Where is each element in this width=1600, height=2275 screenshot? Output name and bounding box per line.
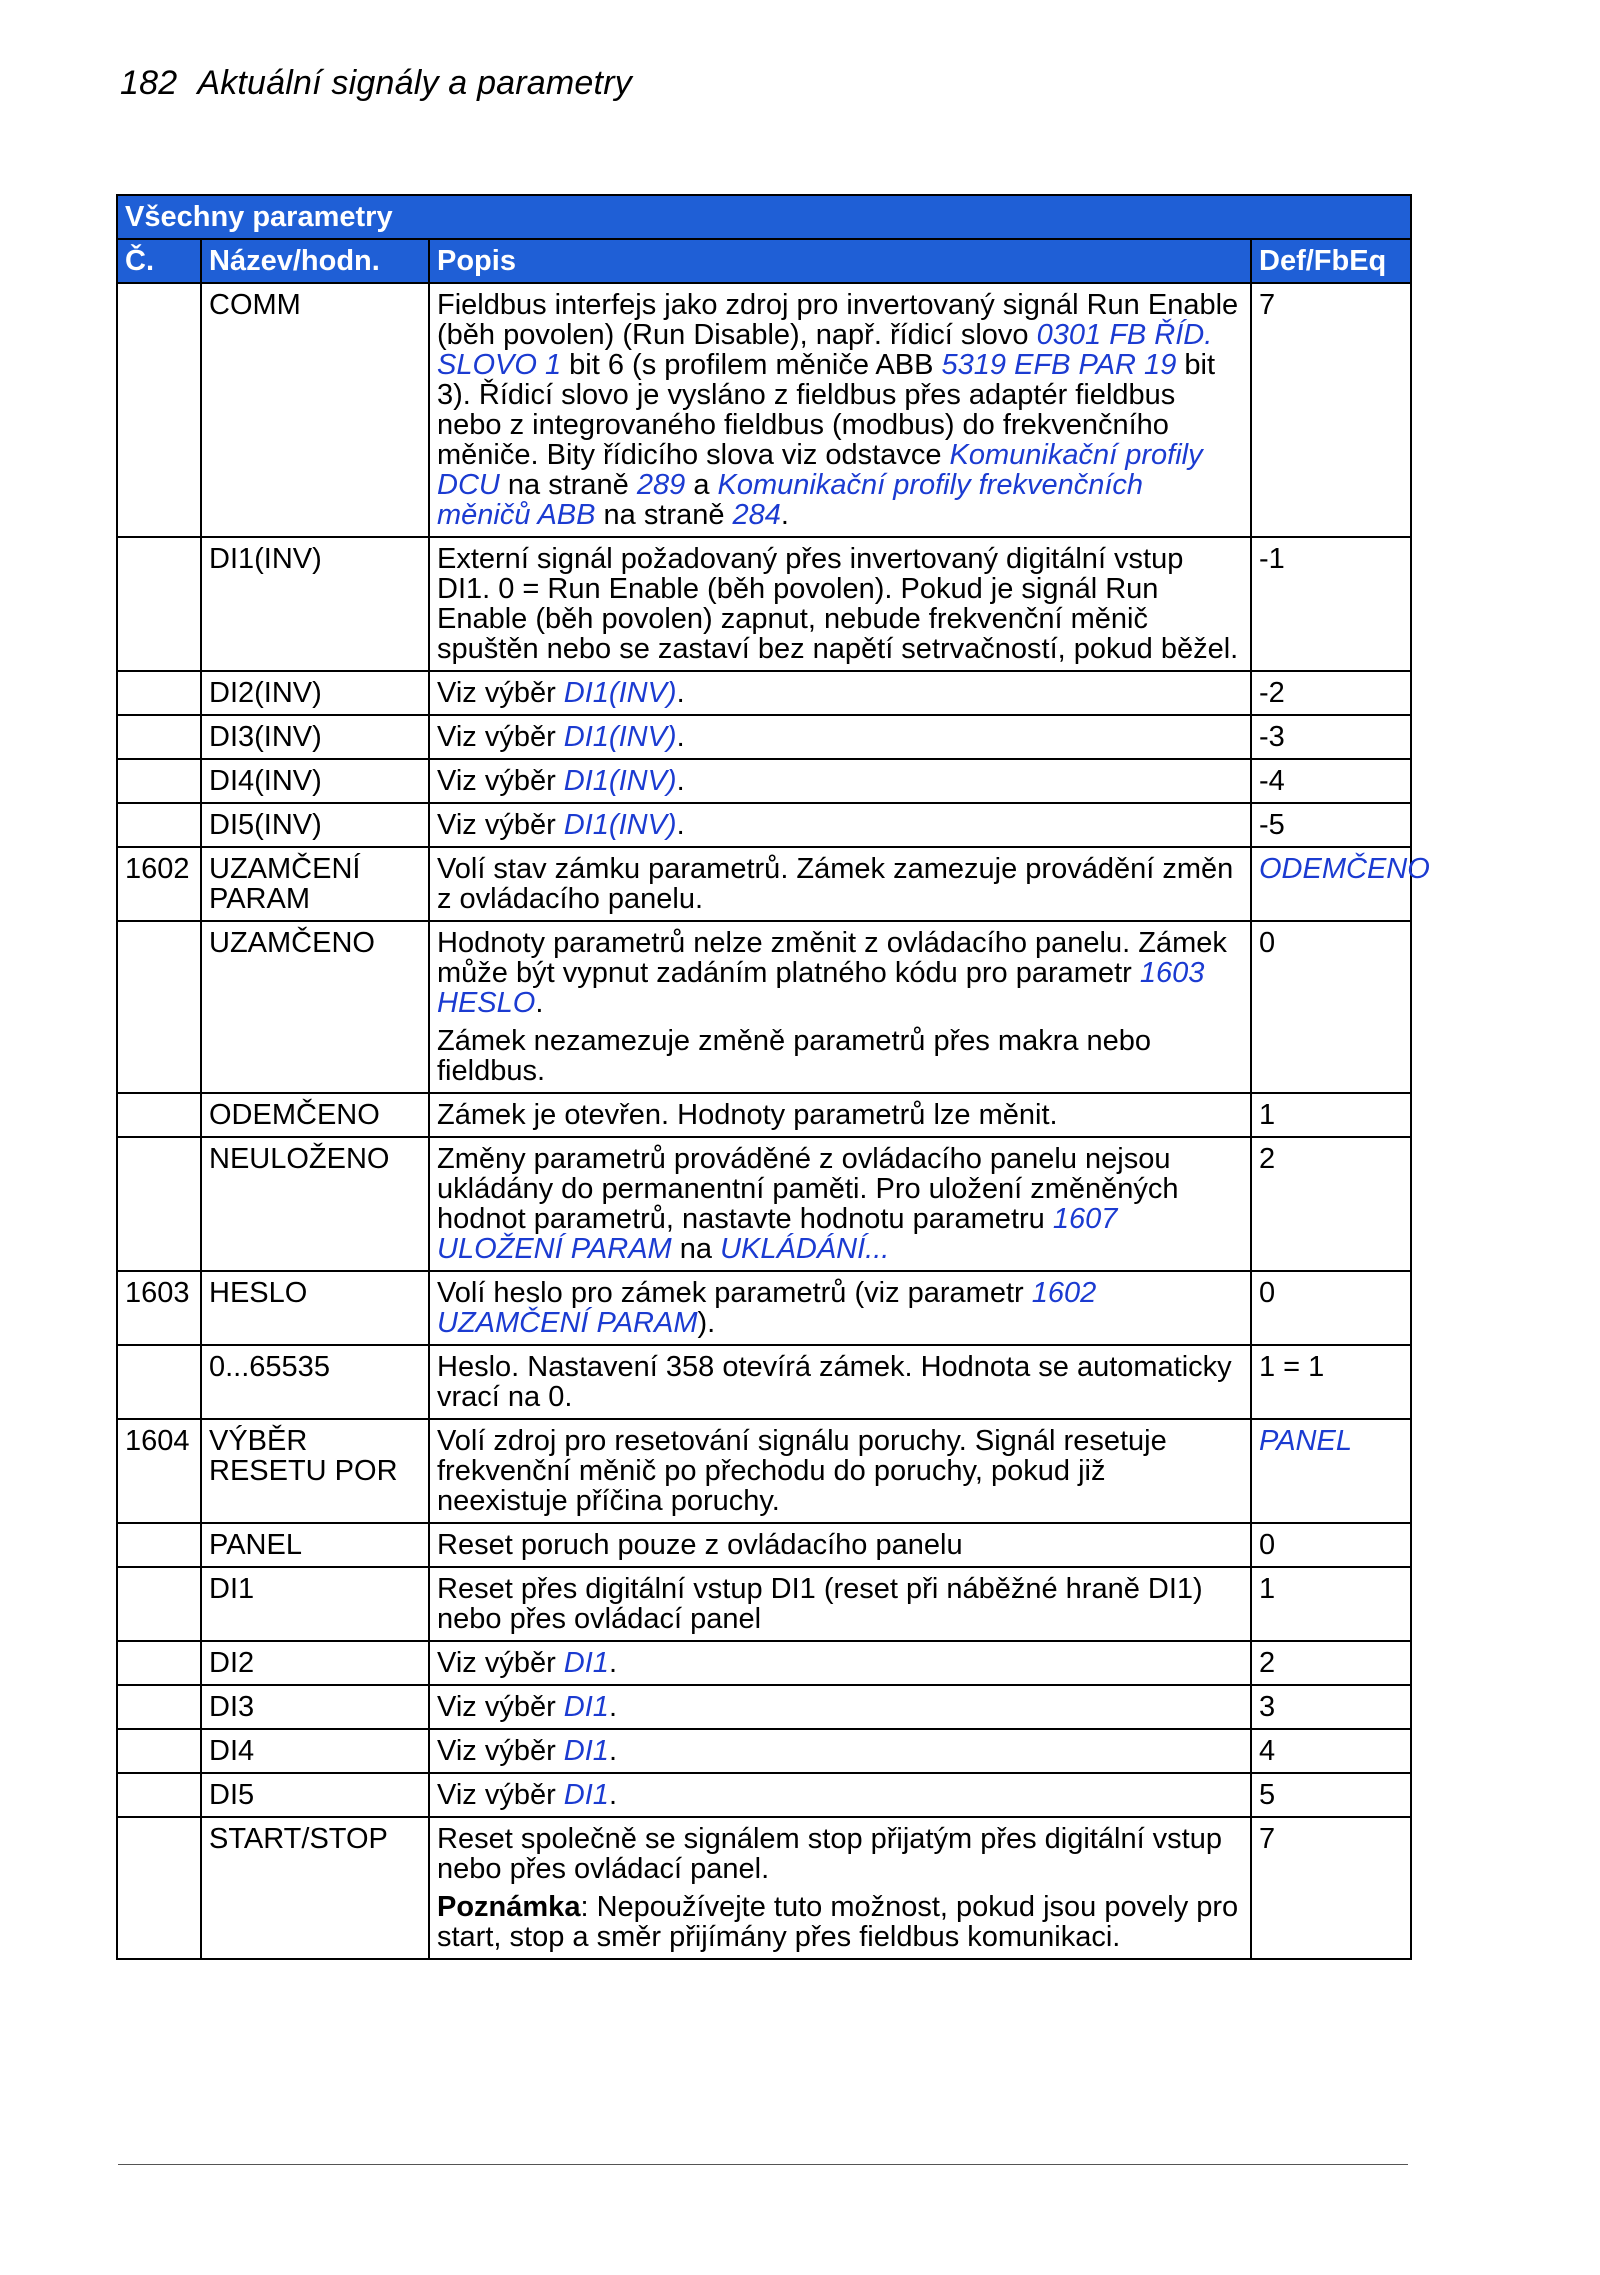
table-row	[117, 537, 1411, 671]
column-header-default: Def/FbEq	[1251, 239, 1411, 283]
description-paragraph	[437, 1426, 1243, 1516]
column-header-no: Č.	[117, 239, 201, 283]
parameter-number: 1603	[117, 1271, 201, 1345]
parameter-default: -1	[1251, 537, 1411, 671]
table-row	[117, 1523, 1411, 1567]
description-text: Volí heslo pro zámek parametrů (viz parametr	[437, 1277, 1032, 1309]
description-text: Reset přes digitální vstup DI1 (reset při náběžné hraně DI1) nebo přes ovládací panel	[437, 1573, 1203, 1635]
parameter-name: DI5(INV)	[201, 803, 429, 847]
cross-reference-link[interactable]: DI1(INV)	[563, 721, 677, 753]
description-text: .	[676, 677, 685, 709]
cross-reference-link[interactable]: DI1(INV)	[563, 765, 677, 797]
cross-reference-link[interactable]: DI1(INV)	[563, 677, 677, 709]
parameter-name: DI4	[201, 1729, 429, 1773]
description-paragraph	[437, 290, 1243, 530]
description-text: Zámek nezamezuje změně parametrů přes makra nebo fieldbus.	[437, 1025, 1152, 1087]
parameter-name: UZAMČENÍ PARAM	[201, 847, 429, 921]
description-text: .	[608, 1647, 617, 1679]
cross-reference-link[interactable]: 1602 UZAMČENÍ PARAM	[437, 1277, 1097, 1339]
table-row	[117, 1137, 1411, 1271]
parameter-default: 0	[1251, 921, 1411, 1093]
description-text: na straně	[595, 499, 733, 531]
parameter-default[interactable]: ODEMČENO	[1251, 847, 1411, 921]
parameter-number	[117, 1729, 201, 1773]
parameter-default: 2	[1251, 1137, 1411, 1271]
description-paragraph	[437, 1278, 1243, 1338]
table-row	[117, 1419, 1411, 1523]
description-text: .	[608, 1691, 617, 1723]
description-paragraph	[437, 810, 1243, 840]
parameters-table	[116, 194, 1430, 1960]
description-text: .	[608, 1735, 617, 1767]
description-paragraph	[437, 928, 1243, 1018]
table-row	[117, 283, 1411, 537]
parameter-name: DI2	[201, 1641, 429, 1685]
parameter-description	[429, 1685, 1251, 1729]
parameter-number: 1604	[117, 1419, 201, 1523]
description-text: Hodnoty parametrů nelze změnit z ovládacího panelu. Zámek může být vypnut zadáním platného kódu pro parametr	[437, 927, 1227, 989]
description-text: Viz výběr	[437, 1735, 564, 1767]
cross-reference-link[interactable]: 289	[636, 469, 686, 501]
table-row	[117, 1093, 1411, 1137]
description-text: Změny parametrů prováděné z ovládacího panelu nejsou ukládány do permanentní paměti. Pro uložení změněných hodnot parametrů, nastavte hodnotu parametru	[437, 1143, 1179, 1235]
column-header-description: Popis	[429, 239, 1251, 283]
cross-reference-link[interactable]: Komunikační profily DCU	[437, 439, 1203, 501]
cross-reference-link[interactable]: 0301 FB ŘÍD. SLOVO 1	[437, 319, 1213, 381]
description-text: bit 3). Řídicí slovo je vysláno z fieldbus přes adaptér fieldbus nebo z integrovaného fieldbus (modbus) do frekvenčního měniče. Bity řídicího slova viz odstavce	[437, 349, 1216, 471]
description-paragraph	[437, 722, 1243, 752]
description-text: a	[685, 469, 718, 501]
description-paragraph	[437, 854, 1243, 914]
description-text: Viz výběr	[437, 1647, 564, 1679]
parameter-number	[117, 671, 201, 715]
description-text: na	[671, 1233, 721, 1265]
description-text: Volí zdroj pro resetování signálu poruchy. Signál resetuje frekvenční měnič po přechodu do poruchy, pokud již neexistuje příčina poruchy.	[437, 1425, 1167, 1517]
table-row	[117, 671, 1411, 715]
parameter-number	[117, 1685, 201, 1729]
parameter-name: HESLO	[201, 1271, 429, 1345]
parameter-description	[429, 1137, 1251, 1271]
description-text: .	[780, 499, 789, 531]
description-text: na straně	[499, 469, 637, 501]
parameter-name: DI1(INV)	[201, 537, 429, 671]
parameter-name: START/STOP	[201, 1817, 429, 1959]
description-text: bit 6 (s profilem měniče ABB	[561, 349, 942, 381]
description-text: .	[676, 809, 685, 841]
parameter-description	[429, 847, 1251, 921]
parameter-description	[429, 1773, 1251, 1817]
parameter-description	[429, 921, 1251, 1093]
parameter-number	[117, 1093, 201, 1137]
description-text: Externí signál požadovaný přes invertovaný digitální vstup DI1. 0 = Run Enable (běh povolen). Pokud je signál Run Enable (běh povolen) zapnut, nebude frekvenční měnič spuštěn nebo se zastaví bez napětí setrvačností, pokud běžel.	[437, 543, 1239, 665]
parameter-default: 4	[1251, 1729, 1411, 1773]
parameter-description	[429, 803, 1251, 847]
parameter-default: 1	[1251, 1093, 1411, 1137]
table-row	[117, 1773, 1411, 1817]
description-text: Fieldbus interfejs jako zdroj pro invertovaný signál Run Enable (běh povolen) (Run Disable), např. řídicí slovo	[437, 289, 1239, 351]
table-row	[117, 921, 1411, 1093]
parameter-name: DI3(INV)	[201, 715, 429, 759]
table-row	[117, 803, 1411, 847]
description-text: Viz výběr	[437, 765, 564, 797]
parameter-description	[429, 1523, 1251, 1567]
parameter-name: DI4(INV)	[201, 759, 429, 803]
parameter-default: 0	[1251, 1523, 1411, 1567]
footer-divider	[118, 2164, 1408, 2165]
table-row	[117, 1685, 1411, 1729]
parameter-name: DI2(INV)	[201, 671, 429, 715]
table-row	[117, 847, 1411, 921]
cross-reference-link[interactable]: DI1(INV)	[563, 809, 677, 841]
cross-reference-link[interactable]: DI1	[563, 1647, 609, 1679]
parameter-default: 5	[1251, 1773, 1411, 1817]
parameter-description	[429, 1271, 1251, 1345]
cross-reference-link[interactable]: DI1	[563, 1691, 609, 1723]
parameter-number	[117, 1817, 201, 1959]
parameter-description	[429, 715, 1251, 759]
table-row	[117, 1641, 1411, 1685]
table-row	[117, 759, 1411, 803]
description-paragraph	[437, 1692, 1243, 1722]
description-paragraph	[437, 1144, 1243, 1264]
parameter-description	[429, 1419, 1251, 1523]
description-paragraph	[437, 1574, 1243, 1634]
cross-reference-link[interactable]: Komunikační profily frekvenčních měničů ABB	[437, 469, 1144, 531]
parameter-default: -3	[1251, 715, 1411, 759]
parameter-number	[117, 537, 201, 671]
parameter-description	[429, 759, 1251, 803]
parameter-default: 7	[1251, 283, 1411, 537]
parameter-number	[117, 1773, 201, 1817]
table-title: Všechny parametry	[117, 195, 1411, 239]
description-paragraph	[437, 1100, 1243, 1130]
description-paragraph	[437, 1352, 1243, 1412]
description-paragraph	[437, 1892, 1243, 1952]
parameter-number	[117, 1523, 201, 1567]
description-text: ).	[697, 1307, 716, 1339]
parameter-description	[429, 1641, 1251, 1685]
parameter-name: DI3	[201, 1685, 429, 1729]
description-text: Viz výběr	[437, 1779, 564, 1811]
table-row	[117, 715, 1411, 759]
cross-reference-link[interactable]: 1607 ULOŽENÍ PARAM	[437, 1203, 1118, 1265]
table-row	[117, 1345, 1411, 1419]
parameter-number: 1602	[117, 847, 201, 921]
parameter-description	[429, 1817, 1251, 1959]
parameter-name: DI1	[201, 1567, 429, 1641]
parameter-name: PANEL	[201, 1523, 429, 1567]
column-header-name: Název/hodn.	[201, 239, 429, 283]
cross-reference-link[interactable]: 1603 HESLO	[437, 957, 1205, 1019]
cross-reference-link[interactable]: DI1	[563, 1735, 609, 1767]
parameter-name: VÝBĚR RESETU POR	[201, 1419, 429, 1523]
parameter-number	[117, 1641, 201, 1685]
parameter-default: 2	[1251, 1641, 1411, 1685]
parameter-default: 7	[1251, 1817, 1411, 1959]
description-text: .	[535, 987, 544, 1019]
table-row	[117, 1271, 1411, 1345]
description-text: .	[608, 1779, 617, 1811]
parameter-description	[429, 1729, 1251, 1773]
description-paragraph	[437, 544, 1243, 664]
description-paragraph	[437, 1648, 1243, 1678]
description-paragraph	[437, 1780, 1243, 1810]
description-paragraph	[437, 766, 1243, 796]
description-text: Viz výběr	[437, 809, 564, 841]
cross-reference-link[interactable]: DI1	[563, 1779, 609, 1811]
parameter-default: -2	[1251, 671, 1411, 715]
table-row	[117, 1817, 1411, 1959]
description-text: Viz výběr	[437, 677, 564, 709]
description-text: Reset poruch pouze z ovládacího panelu	[437, 1529, 963, 1561]
description-paragraph	[437, 678, 1243, 708]
parameter-default: -5	[1251, 803, 1411, 847]
cross-reference-link[interactable]: UKLÁDÁNÍ...	[720, 1233, 890, 1265]
description-paragraph	[437, 1824, 1243, 1884]
parameter-default: 1 = 1	[1251, 1345, 1411, 1419]
table-row	[117, 1567, 1411, 1641]
parameter-number	[117, 921, 201, 1093]
parameter-default: 0	[1251, 1271, 1411, 1345]
description-text: Heslo. Nastavení 358 otevírá zámek. Hodnota se automaticky vrací na 0.	[437, 1351, 1232, 1413]
description-text: .	[676, 721, 685, 753]
parameter-default: -4	[1251, 759, 1411, 803]
parameter-default: 1	[1251, 1567, 1411, 1641]
description-text: Zámek je otevřen. Hodnoty parametrů lze měnit.	[437, 1099, 1058, 1131]
parameter-number	[117, 759, 201, 803]
page-number: 182	[120, 64, 178, 102]
description-paragraph	[437, 1026, 1243, 1086]
page-header	[120, 64, 632, 103]
parameter-description	[429, 283, 1251, 537]
description-text: Volí stav zámku parametrů. Zámek zamezuje provádění změn z ovládacího panelu.	[437, 853, 1234, 915]
description-text: .	[676, 765, 685, 797]
parameter-number	[117, 715, 201, 759]
parameter-number	[117, 283, 201, 537]
cross-reference-link[interactable]: 284	[732, 499, 781, 531]
parameter-number	[117, 803, 201, 847]
parameter-number	[117, 1567, 201, 1641]
cross-reference-link[interactable]: 5319 EFB PAR 19	[941, 349, 1177, 381]
description-paragraph	[437, 1736, 1243, 1766]
parameter-name: NEULOŽENO	[201, 1137, 429, 1271]
parameter-description	[429, 1567, 1251, 1641]
parameter-description	[429, 537, 1251, 671]
parameter-number	[117, 1137, 201, 1271]
parameter-default: 3	[1251, 1685, 1411, 1729]
parameter-name: DI5	[201, 1773, 429, 1817]
description-text: Reset společně se signálem stop přijatým přes digitální vstup nebo přes ovládací panel.	[437, 1823, 1222, 1885]
parameter-name: ODEMČENO	[201, 1093, 429, 1137]
parameter-description	[429, 1345, 1251, 1419]
parameter-number	[117, 1345, 201, 1419]
note-label: Poznámka	[437, 1891, 581, 1923]
parameter-default[interactable]: PANEL	[1251, 1419, 1411, 1523]
description-paragraph	[437, 1530, 1243, 1560]
table-row	[117, 1729, 1411, 1773]
description-text: Viz výběr	[437, 1691, 564, 1723]
parameter-name: COMM	[201, 283, 429, 537]
page-title: Aktuální signály a parametry	[197, 64, 632, 102]
parameter-name: UZAMČENO	[201, 921, 429, 1093]
parameter-description	[429, 1093, 1251, 1137]
table-body	[117, 283, 1430, 1959]
description-text: : Nepoužívejte tuto možnost, pokud jsou povely pro start, stop a směr přijímány přes fieldbus komunikaci.	[437, 1891, 1239, 1953]
parameter-description	[429, 671, 1251, 715]
description-text: Viz výběr	[437, 721, 564, 753]
parameter-name: 0...65535	[201, 1345, 429, 1419]
